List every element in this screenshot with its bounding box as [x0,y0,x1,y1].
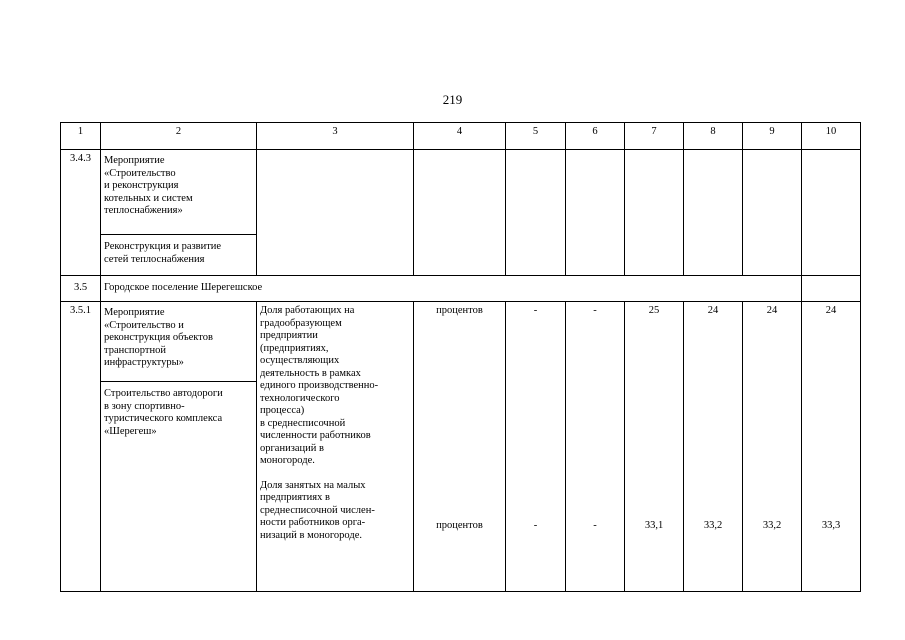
header-cell-2: 2 [101,123,257,150]
value-2-col5: - [533,519,538,531]
event-title: Мероприятие «Строительство и реконструкция объектов транспортной инфраструктуры» [101,305,256,382]
value-1-col10: 24 [825,305,837,316]
empty-cell [506,150,566,276]
value-1-col9: 24 [766,305,778,316]
table-row-3-5-1 [61,302,861,592]
empty-cell [414,150,506,276]
sub-event-title: Реконструкция и развитие сетей теплоснабжения [104,241,222,265]
header-cell-6: 6 [566,123,625,150]
empty-cell [802,276,861,302]
header-cell-4: 4 [414,123,506,150]
table-header-row [61,123,861,150]
value-1-col7: 25 [648,305,660,316]
event-title: Мероприятие «Строительство и реконструкция котельных и систем теплоснабжения» [101,153,256,235]
table-row-3-4-3 [61,150,861,276]
indicator-2-text: Доля занятых на малых предприятиях в среднесписочной числен- ности работников орга- низаций в моногороде. [260,479,375,541]
value-1-col5: - [533,305,538,316]
value-2-col8: 33,2 [703,519,723,531]
value-2-col6: - [593,519,597,531]
header-cell-9: 9 [743,123,802,150]
empty-cell [684,150,743,276]
value-1-col8: 24 [707,305,719,316]
value-2-col9: 33,2 [762,519,782,531]
empty-cell [743,150,802,276]
indicator-1-text: Доля работающих на градообразующем предприятии (предприятиях, осуществляющих деятельность в рамках единого производственно- технологического процесса) в среднесписочной численности работников организаций в моногороде. [260,305,379,466]
empty-cell [257,150,414,276]
row-code: 3.5.1 [61,302,101,592]
sub-event-title: Строительство автодороги в зону спортивно- туристического комплекса «Шерегеш» [104,388,223,437]
value-2-col10: 33,3 [821,519,841,531]
unit-1: процентов [436,305,483,316]
header-cell-5: 5 [506,123,566,150]
table-row-3-5 [61,276,861,302]
value-2-col7: 33,1 [644,519,664,531]
row-code: 3.4.3 [61,150,101,276]
row-code: 3.5 [61,276,101,302]
value-1-col6: - [593,305,597,316]
page-number: 219 [442,92,463,107]
indicators-table [60,122,861,592]
header-cell-8: 8 [684,123,743,150]
empty-cell [566,150,625,276]
unit-2: процентов [436,519,483,531]
header-cell-3: 3 [257,123,414,150]
header-cell-10: 10 [802,123,861,150]
header-cell-1: 1 [61,123,101,150]
section-title: Городское поселение Шерегешское [101,276,802,302]
empty-cell [625,150,684,276]
header-cell-7: 7 [625,123,684,150]
empty-cell [802,150,861,276]
